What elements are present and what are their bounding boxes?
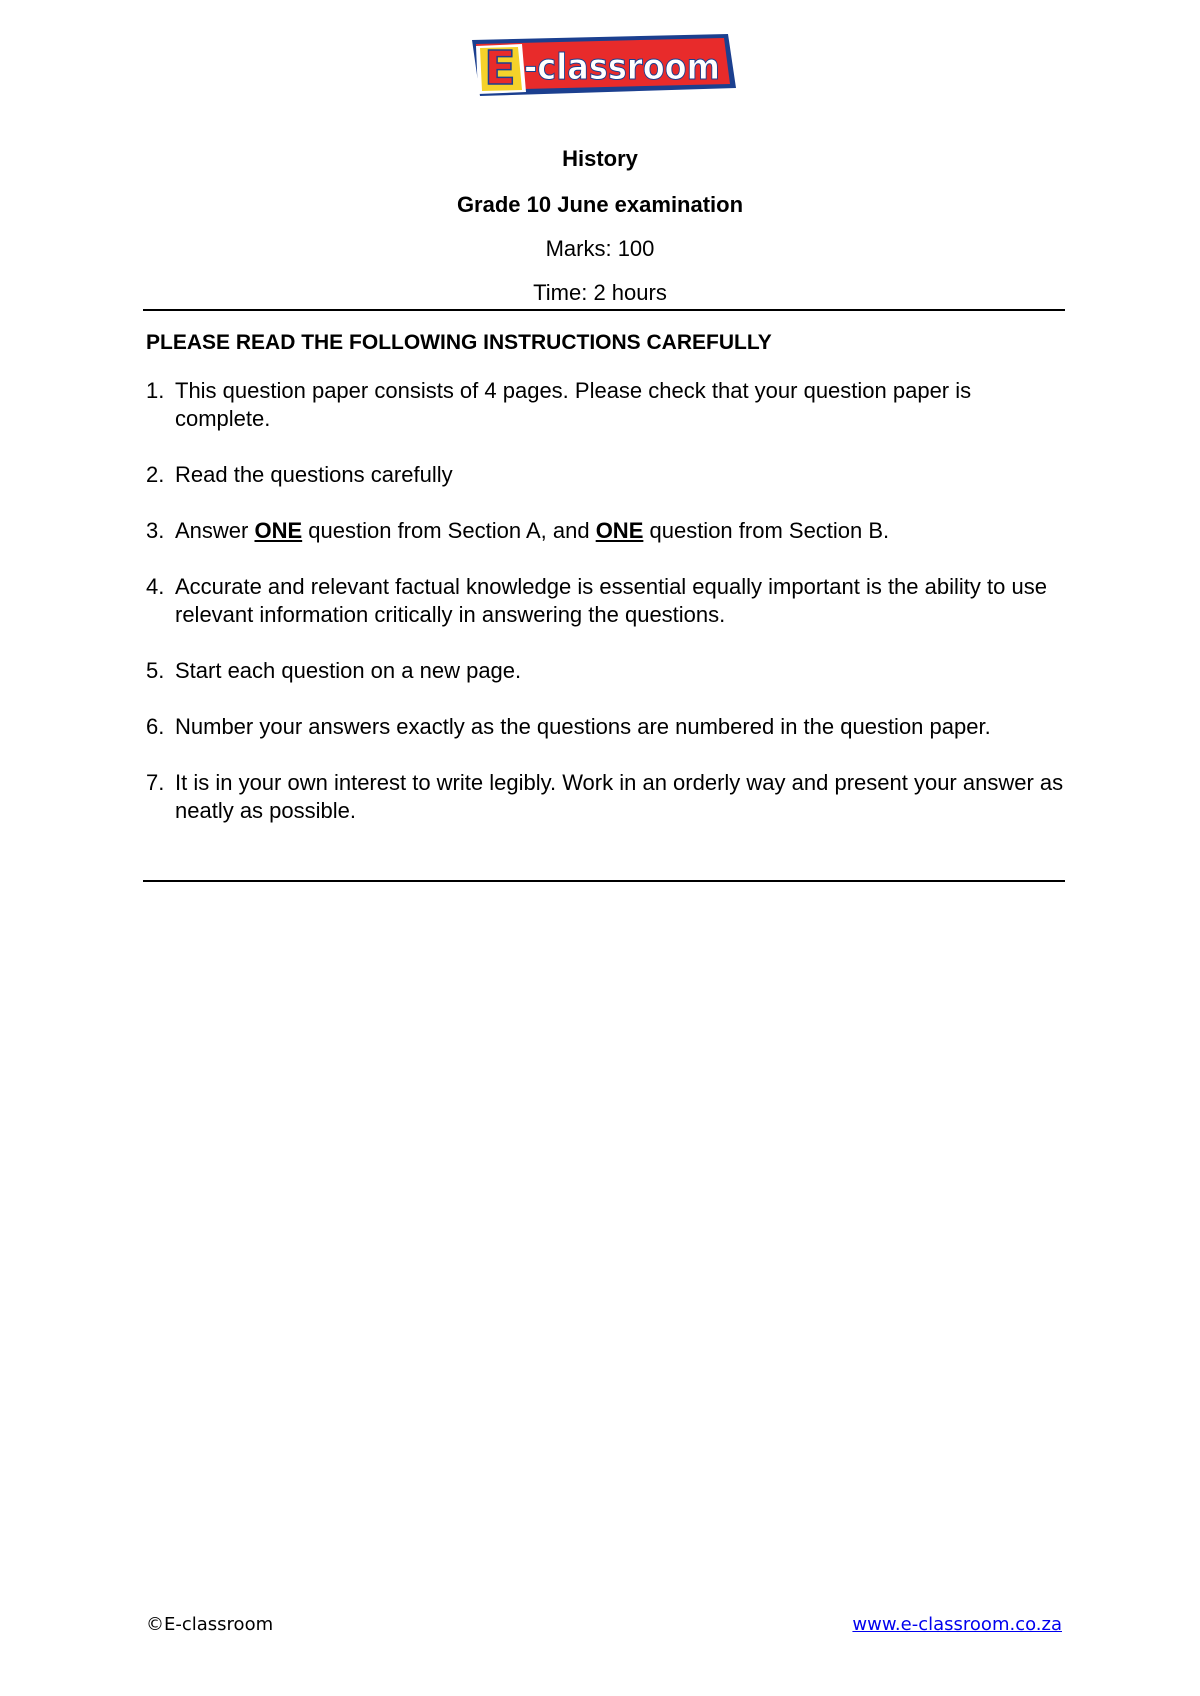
instruction-text: Read the questions carefully [175,462,453,487]
instruction-number: 2. [146,462,165,487]
instruction-item [146,517,1066,545]
footer-website-link[interactable]: www.e-classroom.co.za [852,1614,1062,1635]
logo-letter: E [484,41,516,95]
instruction-text: It is in your own interest to write legibly. Work in an orderly way and present your answer as neatly as possible. [175,770,1064,823]
instruction-item [146,713,1066,741]
instruction-text [175,518,889,543]
instruction-item [146,769,1066,825]
instruction-number: 1. [146,378,165,403]
instruction-text: This question paper consists of 4 pages. Please check that your question paper is complete. [175,378,972,431]
instruction-item [146,461,1066,489]
top-divider [143,309,1065,311]
instruction-text-part: question from Section B. [643,518,890,543]
instruction-number: 5. [146,658,165,683]
instruction-text: Number your answers exactly as the questions are numbered in the question paper. [175,714,991,739]
instruction-number: 7. [146,770,165,795]
instruction-text: Start each question on a new page. [175,658,522,683]
time-label: Time: 2 hours [533,280,667,305]
instructions-heading: PLEASE READ THE FOLLOWING INSTRUCTIONS CAREFULLY [146,331,772,354]
instruction-text: Accurate and relevant factual knowledge is essential equally important is the ability to use relevant information critically in answering the questions. [175,574,1047,627]
instruction-number: 6. [146,714,165,739]
emphasis-one: ONE [254,518,303,543]
instruction-item [146,657,1066,685]
emphasis-one: ONE [595,518,644,543]
instruction-item [146,573,1066,629]
instruction-number: 3. [146,518,165,543]
instruction-text-part: Answer [175,518,255,543]
bottom-divider [143,880,1065,882]
subject-title: History [562,146,638,171]
instruction-number: 4. [146,574,165,599]
logo-wordmark: -classroom [524,47,720,88]
instruction-text-part: question from Section A, and [302,518,596,543]
instructions-list [146,377,1066,853]
marks-label: Marks: 100 [545,236,655,261]
exam-title: Grade 10 June examination [456,192,744,217]
e-classroom-logo [466,30,738,102]
instruction-item [146,377,1066,433]
footer-copyright: ©E-classroom [146,1614,274,1635]
